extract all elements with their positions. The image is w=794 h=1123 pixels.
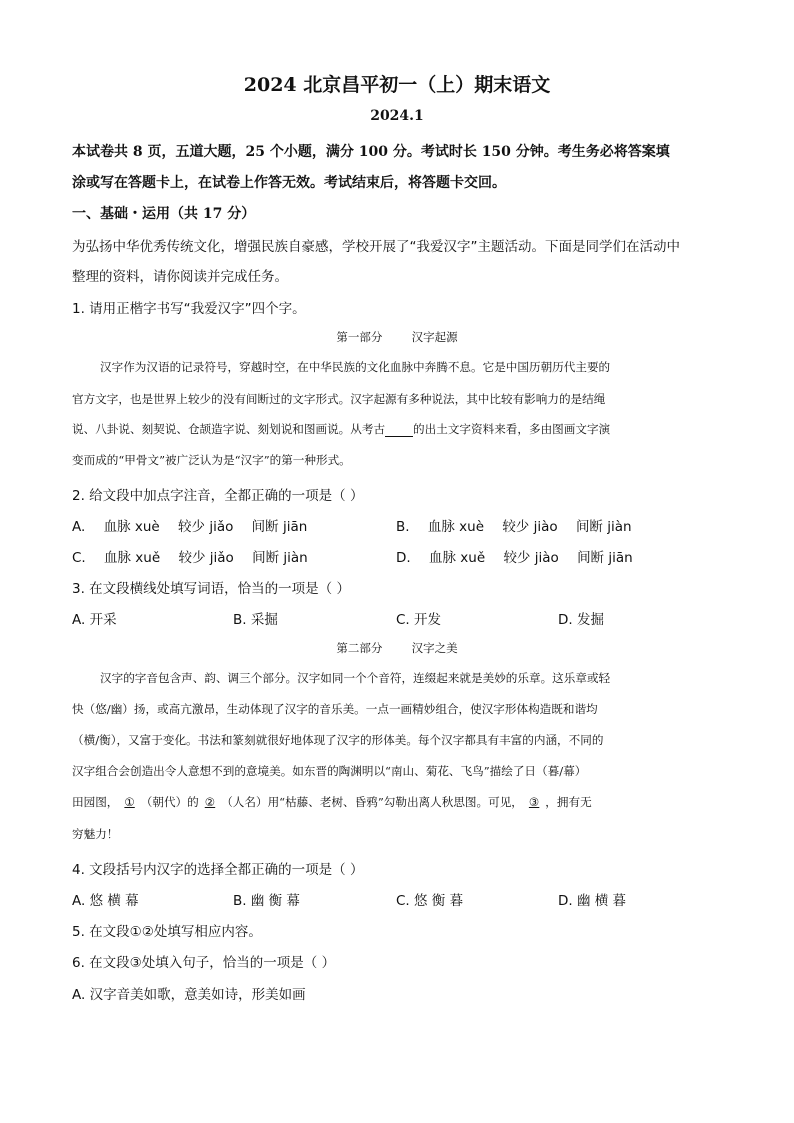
question-3: 3. 在文段横线处填写词语，恰当的一项是（ ） <box>72 581 350 597</box>
part-1-paragraph-line-3 <box>72 421 610 437</box>
text-segment: （人名）用“枯藤、老树、昏鸦”勾勒出离人秋思图。可见， <box>221 795 523 809</box>
part-2-heading <box>0 640 794 656</box>
option-item-2: 较少 jiǎo <box>178 550 234 566</box>
blank-marker-3: ③ <box>528 795 540 809</box>
exam-date: 2024.1 <box>370 108 424 124</box>
question-4-option-c: C. 悠 衡 暮 <box>396 893 464 909</box>
option-item-1: 血脉 xuè <box>103 519 160 535</box>
fill-blank <box>385 422 413 437</box>
part-2-title: 汉字之美 <box>411 641 458 655</box>
part-2-paragraph-line-3: （横/衡），又富于变化。书法和篆刻就很好地体现了汉字的形体美。每个汉字都具有丰富的内涵，不同的 <box>72 733 604 747</box>
section-1-heading: 一、基础・运用（共 17 分） <box>72 206 256 222</box>
part-1-label: 第一部分 <box>336 330 383 344</box>
question-1: 1. 请用正楷字书写“我爱汉字”四个字。 <box>72 301 306 317</box>
question-3-option-b: B. 采掘 <box>233 612 278 628</box>
question-4-option-b: B. 幽 衡 幕 <box>233 893 300 909</box>
question-2-option-b <box>396 515 632 535</box>
question-4-option-d: D. 幽 横 暮 <box>558 893 627 909</box>
question-2-option-c <box>72 546 308 566</box>
option-item-1: 血脉 xuě <box>104 550 161 566</box>
option-item-2: 较少 jiǎo <box>178 519 234 535</box>
blank-marker-2: ② <box>204 795 216 809</box>
part-2-label: 第二部分 <box>336 641 383 655</box>
question-6: 6. 在文段③处填入句子，恰当的一项是（ ） <box>72 955 336 971</box>
text-segment: （朝代）的 <box>140 795 199 809</box>
part-2-paragraph-line-5 <box>72 794 592 810</box>
text-segment: ，拥有无 <box>545 795 592 809</box>
part-1-text-before-blank: 说、八卦说、刻契说、仓颉造字说、刻划说和图画说。从考古 <box>72 422 386 436</box>
part-2-paragraph-line-4: 汉字组合会创造出令人意想不到的意境美。如东晋的陶渊明以“南山、菊花、飞鸟”描绘了日（暮/幕） <box>72 764 587 778</box>
part-2-paragraph-line-1: 汉字的字音包含声、韵、调三个部分。汉字如同一个个音符，连缀起来就是美妙的乐章。这乐章或轻 <box>100 671 611 685</box>
option-item-2: 较少 jiào <box>503 550 559 566</box>
question-5: 5. 在文段①②处填写相应内容。 <box>72 924 262 940</box>
section-1-intro-line-2: 整理的资料，请你阅读并完成任务。 <box>72 269 288 285</box>
part-1-heading <box>0 329 794 345</box>
instructions-line-1: 本试卷共 8 页，五道大题，25 个小题，满分 100 分。考试时长 150 分钟。考生务必将答案填 <box>72 144 670 160</box>
option-item-3: 间断 jiān <box>577 550 633 566</box>
section-1-intro-line-1: 为弘扬中华优秀传统文化，增强民族自豪感，学校开展了“我爱汉字”主题活动。下面是同学们在活动中 <box>72 239 680 255</box>
instructions-line-2: 涂或写在答题卡上，在试卷上作答无效。考试结束后，将答题卡交回。 <box>72 175 506 191</box>
question-4-option-a: A. 悠 横 幕 <box>72 893 139 909</box>
text-segment: 田园图， <box>72 795 119 809</box>
part-2-paragraph-line-6: 穷魅力！ <box>72 827 119 841</box>
option-letter: B. <box>396 519 410 535</box>
question-2: 2. 给文段中加点字注音，全都正确的一项是（ ） <box>72 488 364 504</box>
option-letter: C. <box>72 550 86 566</box>
question-3-option-d: D. 发掘 <box>558 612 604 628</box>
option-item-3: 间断 jiàn <box>575 519 632 535</box>
option-item-1: 血脉 xuě <box>428 550 486 566</box>
part-1-text-after-blank: 的出土文字资料来看，多由图画文字演 <box>413 422 611 436</box>
part-1-paragraph-line-1: 汉字作为汉语的记录符号，穿越时空，在中华民族的文化血脉中奔腾不息。它是中国历朝历代主要的 <box>100 360 611 374</box>
blank-marker-1: ① <box>124 795 135 809</box>
part-1-paragraph-line-4: 变而成的“甲骨文”被广泛认为是“汉字”的第一种形式。 <box>72 453 351 467</box>
page-title: 2024 北京昌平初一（上）期末语文 <box>243 74 551 96</box>
question-2-option-a <box>72 515 307 535</box>
option-item-1: 血脉 xuè <box>427 519 485 535</box>
question-6-option-a: A. 汉字音美如歌，意美如诗，形美如画 <box>72 987 306 1003</box>
option-item-3: 间断 jiàn <box>252 550 308 566</box>
part-1-paragraph-line-2: 官方文字，也是世界上较少的没有间断过的文字形式。汉字起源有多种说法，其中比较有影响力的是结绳 <box>72 392 606 406</box>
option-letter: D. <box>396 550 411 566</box>
option-letter: A. <box>72 519 86 535</box>
option-item-3: 间断 jiān <box>251 519 308 535</box>
question-3-option-a: A. 开采 <box>72 612 117 628</box>
option-item-2: 较少 jiào <box>502 519 558 535</box>
part-1-title: 汉字起源 <box>411 330 458 344</box>
question-3-option-c: C. 开发 <box>396 612 442 628</box>
part-2-paragraph-line-2: 快（悠/幽）扬，或高亢激昂，生动体现了汉字的音乐美。一点一画精妙组合，使汉字形体构造既和谐均 <box>72 702 598 716</box>
question-4: 4. 文段括号内汉字的选择全都正确的一项是（ ） <box>72 862 364 878</box>
question-2-option-d <box>396 546 633 566</box>
